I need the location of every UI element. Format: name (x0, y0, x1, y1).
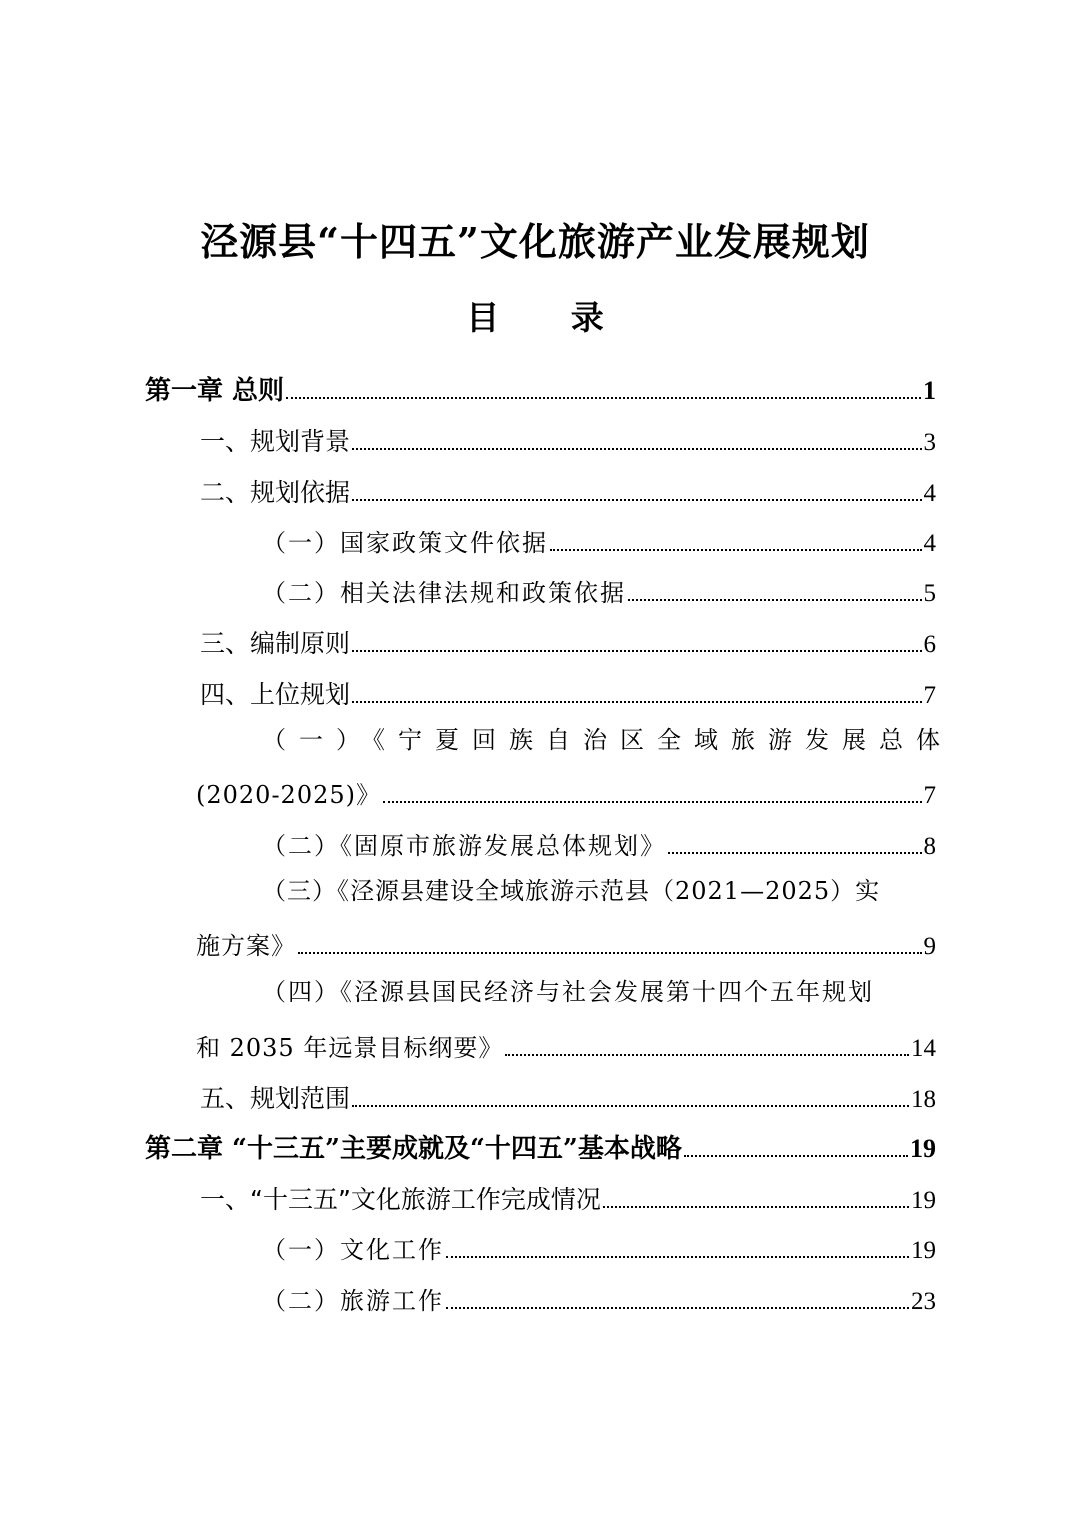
toc-entry-chapter-2[interactable] (145, 1121, 936, 1167)
toc-leader (352, 465, 921, 501)
toc-label: 施方案》 (196, 932, 296, 960)
toc-leader (505, 1020, 909, 1056)
toc-heading: 目 录 (466, 298, 634, 337)
toc-label: 一、规划背景 (200, 427, 351, 456)
toc-page-number: 5 (923, 580, 936, 607)
toc-entry-tourism-work[interactable] (262, 1273, 936, 1319)
toc-entry-basis[interactable] (200, 465, 936, 511)
toc-entry-ningxia-plan-line1[interactable]: （一）《宁夏回族自治区全域旅游发展总体 (262, 726, 953, 754)
toc-entry-chapter-1[interactable] (145, 363, 936, 409)
toc-entry-14th-fiveyear-line2[interactable] (196, 1020, 936, 1066)
toc-page-number: 19 (910, 1134, 936, 1163)
toc-label: 和 2035 年远景目标纲要》 (196, 1034, 504, 1062)
toc-label: 第一章 总则 (145, 376, 285, 406)
toc-entry-higher-plans[interactable] (200, 667, 936, 713)
toc-leader (383, 767, 922, 803)
toc-leader (352, 616, 921, 652)
toc-leader (352, 414, 921, 450)
toc-page-number: 19 (911, 1237, 936, 1264)
toc-entry-jingyuan-demo-line2[interactable] (196, 918, 936, 964)
document-title: 泾源县“十四五”文化旅游产业发展规划 (200, 219, 870, 264)
toc-leader (628, 565, 922, 601)
toc-page-number: 6 (923, 631, 936, 658)
toc-label: 一、“十三五”文化旅游工作完成情况 (200, 1185, 601, 1214)
toc-page-number: 23 (911, 1288, 936, 1315)
toc-entry-scope[interactable] (200, 1071, 936, 1117)
toc-leader (550, 515, 922, 551)
toc-leader (684, 1121, 908, 1157)
toc-label: （二）相关法律法规和政策依据 (262, 579, 626, 607)
toc-page-number: 1 (923, 376, 936, 405)
toc-leader (298, 918, 922, 954)
toc-leader (668, 818, 922, 854)
toc-leader (352, 667, 921, 703)
toc-label: （二）《固原市旅游发展总体规划》 (262, 832, 666, 860)
toc-label: (2020-2025)》 (196, 781, 381, 809)
toc-entry-13th-completion[interactable] (200, 1172, 936, 1218)
toc-page-number: 14 (911, 1035, 936, 1062)
toc-page-number: 8 (923, 833, 936, 860)
toc-label: （二）旅游工作 (262, 1287, 444, 1315)
toc-page-number: 3 (923, 429, 936, 456)
toc-page-number: 4 (923, 530, 936, 557)
toc-label: 第二章 “十三五”主要成就及“十四五”基本战略 (145, 1134, 682, 1164)
toc-entry-culture-work[interactable] (262, 1222, 936, 1268)
toc-entry-guyuan-plan[interactable] (262, 818, 936, 864)
toc-page-number: 9 (923, 933, 936, 960)
toc-label: 二、规划依据 (200, 478, 351, 507)
toc-entry-ningxia-plan-line2[interactable] (196, 767, 936, 813)
toc-page-number: 18 (911, 1086, 936, 1113)
toc-entry-laws-regulations[interactable] (262, 565, 936, 611)
toc-leader (446, 1222, 909, 1258)
toc-page-number: 19 (911, 1187, 936, 1214)
toc-page-number: 7 (923, 682, 936, 709)
toc-entry-principles[interactable] (200, 616, 936, 662)
toc-leader (603, 1172, 909, 1208)
toc-entry-14th-fiveyear-line1[interactable]: （四）《泾源县国民经济与社会发展第十四个五年规划 (262, 978, 874, 1006)
toc-label: 四、上位规划 (200, 680, 351, 709)
toc-leader (352, 1071, 909, 1107)
toc-entry-jingyuan-demo-line1[interactable]: （三）《泾源县建设全域旅游示范县（2021—2025）实 (262, 877, 881, 905)
toc-label: （一）国家政策文件依据 (262, 529, 548, 557)
toc-page-number: 7 (923, 782, 936, 809)
toc-leader (286, 363, 921, 399)
toc-label: 五、规划范围 (200, 1084, 351, 1113)
toc-label: （一）文化工作 (262, 1236, 444, 1264)
toc-entry-national-policy[interactable] (262, 515, 936, 561)
toc-page-number: 4 (923, 480, 936, 507)
toc-leader (446, 1273, 909, 1309)
toc-label: 三、编制原则 (200, 629, 351, 658)
toc-entry-background[interactable] (200, 414, 936, 460)
